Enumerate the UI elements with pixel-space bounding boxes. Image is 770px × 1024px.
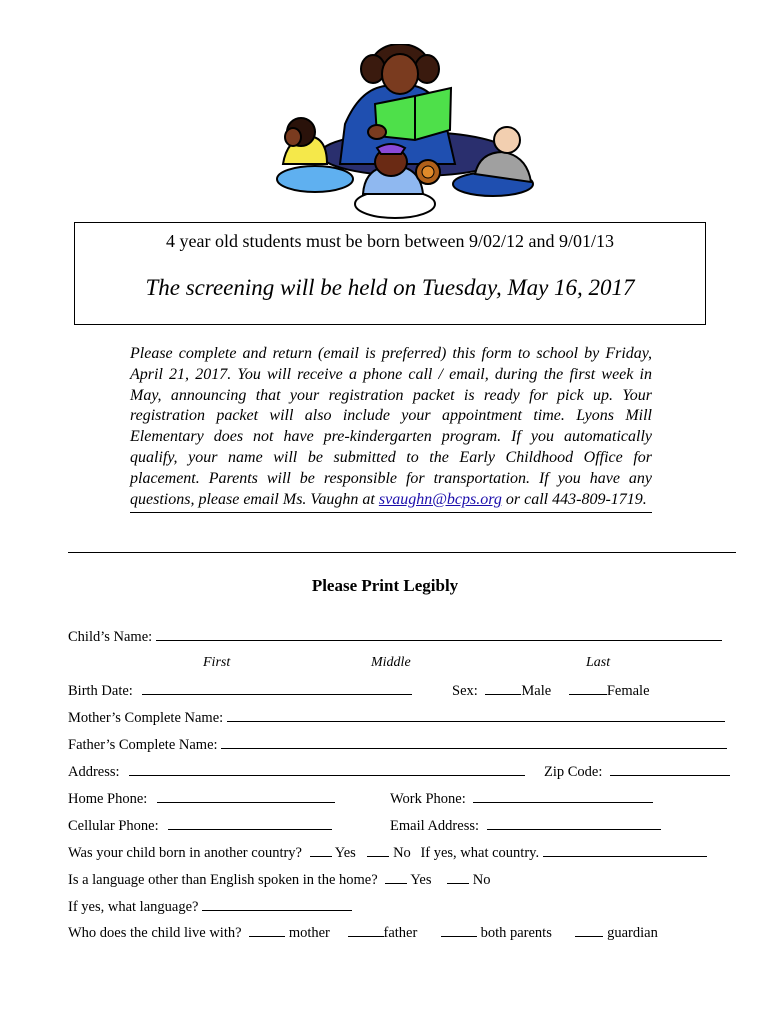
lives-with-label: Who does the child live with?	[68, 925, 242, 941]
email-address-field[interactable]	[487, 817, 661, 830]
birth-date-field[interactable]	[142, 682, 412, 695]
email-address-label: Email Address:	[390, 818, 480, 834]
born-abroad-no-label: No	[393, 845, 411, 861]
zip-field[interactable]	[610, 763, 730, 776]
guardian-field[interactable]	[575, 924, 603, 937]
instructions-paragraph	[130, 344, 652, 513]
work-phone-row	[390, 790, 653, 808]
childs-name-label: Child’s Name:	[68, 629, 153, 645]
born-abroad-row	[68, 844, 707, 862]
fathers-name-field[interactable]	[221, 736, 727, 749]
cell-phone-field[interactable]	[168, 817, 332, 830]
first-hint: First	[203, 655, 231, 670]
mothers-name-field[interactable]	[227, 709, 725, 722]
male-label: Male	[521, 683, 552, 699]
mother-label: mother	[288, 925, 330, 941]
email-link[interactable]: svaughn@bcps.org	[378, 490, 502, 508]
born-abroad-yes-field[interactable]	[310, 844, 332, 857]
guardian-label: guardian	[607, 925, 658, 941]
notice-box	[74, 222, 706, 325]
address-field[interactable]	[129, 763, 525, 776]
what-language-field[interactable]	[202, 898, 352, 911]
section-divider	[68, 552, 736, 553]
what-country-label: If yes, what country.	[420, 845, 540, 861]
fathers-name-row	[68, 736, 727, 754]
email-row	[390, 817, 661, 835]
mothers-name-row	[68, 709, 725, 727]
work-phone-field[interactable]	[473, 790, 653, 803]
address-label: Address:	[68, 764, 120, 780]
address-row	[68, 763, 525, 781]
female-label: Female	[606, 683, 650, 699]
born-abroad-label: Was your child born in another country?	[68, 845, 302, 861]
both-parents-label: both parents	[480, 925, 552, 941]
father-field[interactable]	[348, 924, 384, 937]
other-language-no-field[interactable]	[447, 871, 469, 884]
work-phone-label: Work Phone:	[390, 791, 466, 807]
home-phone-label: Home Phone:	[68, 791, 148, 807]
middle-hint: Middle	[371, 655, 411, 670]
other-language-yes-field[interactable]	[385, 871, 407, 884]
cell-phone-row	[68, 817, 332, 835]
birth-date-row	[68, 682, 412, 700]
both-parents-field[interactable]	[441, 924, 477, 937]
screening-date: The screening will be held on Tuesday, May 16, 2017	[145, 275, 635, 300]
home-phone-row	[68, 790, 335, 808]
cell-phone-label: Cellular Phone:	[68, 818, 159, 834]
other-language-yes-label: Yes	[410, 872, 432, 888]
childs-name-row	[68, 628, 722, 646]
last-hint: Last	[586, 655, 611, 670]
what-language-label: If yes, what language?	[68, 899, 199, 915]
born-abroad-no-field[interactable]	[367, 844, 389, 857]
zip-label: Zip Code:	[544, 764, 603, 780]
other-language-label: Is a language other than English spoken in the home?	[68, 872, 378, 888]
home-phone-field[interactable]	[157, 790, 335, 803]
lives-with-row	[68, 924, 658, 942]
mothers-name-label: Mother’s Complete Name:	[68, 710, 224, 726]
birth-date-label: Birth Date:	[68, 683, 133, 699]
other-language-no-label: No	[472, 872, 491, 888]
what-country-field[interactable]	[543, 844, 707, 857]
what-language-row	[68, 898, 352, 916]
male-field[interactable]	[485, 682, 521, 695]
zip-row	[544, 763, 730, 781]
instructions-tail: or call 443-809-1719.	[501, 490, 647, 508]
fathers-name-label: Father’s Complete Name:	[68, 737, 218, 753]
sex-label: Sex:	[452, 683, 478, 699]
father-label: father	[383, 925, 418, 941]
childs-name-field[interactable]	[156, 628, 722, 641]
born-abroad-yes-label: Yes	[334, 845, 356, 861]
sex-row	[452, 682, 650, 700]
form-title: Please Print Legibly	[311, 576, 459, 595]
age-requirement: 4 year old students must be born between 9/02/12 and 9/01/13	[166, 231, 614, 251]
mother-field[interactable]	[249, 924, 285, 937]
female-field[interactable]	[569, 682, 607, 695]
teacher-reading-clipart	[265, 44, 545, 222]
other-language-row	[68, 871, 490, 889]
instructions-text: Please complete and return (email is preferred) this form to school by Friday, April 21, 2017. You will receive a phone call / email, during the first week in May, announcing that your registration packet is ready for pick up. Your registration packet will also include your appointment time. Lyons Mill Elementary does not have pre-kindergarten program. If you automatically qualify, your name will be submitted to the Early Childhood Office for placement. Parents will be responsible for transportation. If you have any questions, please email Ms. Vaughn at	[130, 345, 652, 508]
